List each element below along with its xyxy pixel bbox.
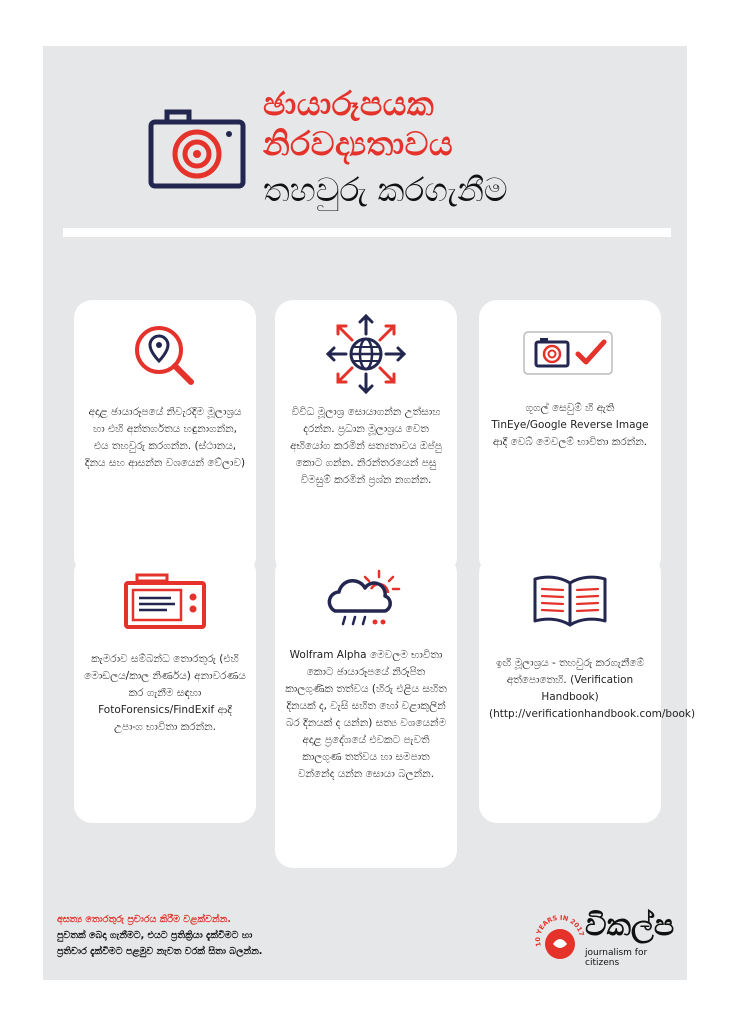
tip-card-weather	[275, 555, 457, 868]
title-line-3: තහවුරු කරගැනීම	[263, 170, 508, 209]
vikalpa-logo	[533, 904, 683, 974]
tip-text: කැමරාව සම්බන්ධ තොරතුරු (එහි මොඩලය/කාල නිර්ණය) අනාවරණය කර ගැනීම සඳහා FotoForensics/FindExif ආදී උපාංග භාවිතා කරන්න.	[84, 653, 246, 733]
logo-word: විකල්ප	[585, 908, 675, 943]
tip-text: ගූගල් සෙවුම් හි ඇති TinEye/Google Reverse Image ආදී වෙබ් මෙවලම් භාවිතා කරන්න.	[491, 402, 649, 448]
tip-card-handbook	[479, 555, 696, 823]
poster	[43, 46, 696, 980]
globe-arrows-icon	[324, 312, 408, 396]
location-search-icon	[125, 320, 205, 386]
tip-card-multiple-sources	[275, 300, 457, 575]
camera-icon	[147, 108, 247, 190]
tip-card-camera-info	[74, 555, 256, 823]
footer-line: ප්‍රතිචාර දැක්වීමට පළමුව නැවත වරක් සිතා බලන්න.	[57, 946, 263, 957]
tip-text: අදාළ ඡායාරූපයේ නිවැරදිම මූලාශ්‍රය හා එහි අන්තර්ගතය හඳුනාගන්න, එය තහවුරු කරගන්න. (ස්ථානය, දිනය සහ ආසන්න වශයෙන් වේලාව)	[84, 406, 246, 469]
camera-check-icon	[522, 330, 618, 376]
title-line-2: නිරවද්‍යතාවය	[263, 124, 454, 163]
logo-badge-text: 10 YEARS IN 2017	[533, 913, 586, 948]
tip-card-source	[74, 300, 256, 575]
footer-line: පුවතක් බෙදා ගැනීමට, එයට ප්‍රතික්‍රියා දැක්වීමට හා	[57, 930, 253, 941]
logo-badge-icon	[533, 906, 587, 970]
camera-device-icon	[123, 573, 207, 631]
divider	[63, 228, 671, 237]
page-title	[263, 84, 663, 212]
title-line-1: ඡායාරූපයක	[263, 84, 435, 123]
tip-card-reverse-image	[479, 300, 661, 575]
tip-text: විවිධ මූලාශ්‍ර සොයාගන්න උත්සාහ දරන්න. ප්‍රධාන මූලාශ්‍රය වෙත අභියෝග කරමින් සත්‍යතාවය ඔප්පු කොට ගන්න. නිරන්තරයෙන් පසු විමසුම් කරමින් ප්‍රශ්න නගන්න.	[290, 406, 442, 486]
tip-text: Wolfram Alpha මෙවලම භාවිතා කොට ඡායාරූපයේ නිරූපිත කාලගුණික තත්වය (හිරු එළිය සහිත දිනයක් ද, වැසි සහිත හෝ වළාකුලින් බර දිනයක් ද යන්න) සත්‍ය වශයෙන්ම අදාළ ප්‍රදේශයේ එවකට පැවති කාලගුණ තත්වය හා සමපාත වන්නේද යන්න සොයා බලන්න.	[285, 649, 447, 780]
logo-tagline: journalism for citizens	[585, 948, 648, 968]
open-book-icon	[531, 573, 609, 627]
tip-text: ඉඟි මූලාශ්‍රය - තහවුරු කරගැනීමේ අත්පොතෙහි. (Verification Handbook) (http://verificationhandbook.com/book)	[489, 657, 696, 720]
footer-warning: අසත්‍ය තොරතුරු ප්‍රචාරය කිරීම වළක්වන්න.	[57, 914, 231, 925]
footer-note	[57, 912, 387, 960]
weather-icon	[321, 569, 411, 631]
